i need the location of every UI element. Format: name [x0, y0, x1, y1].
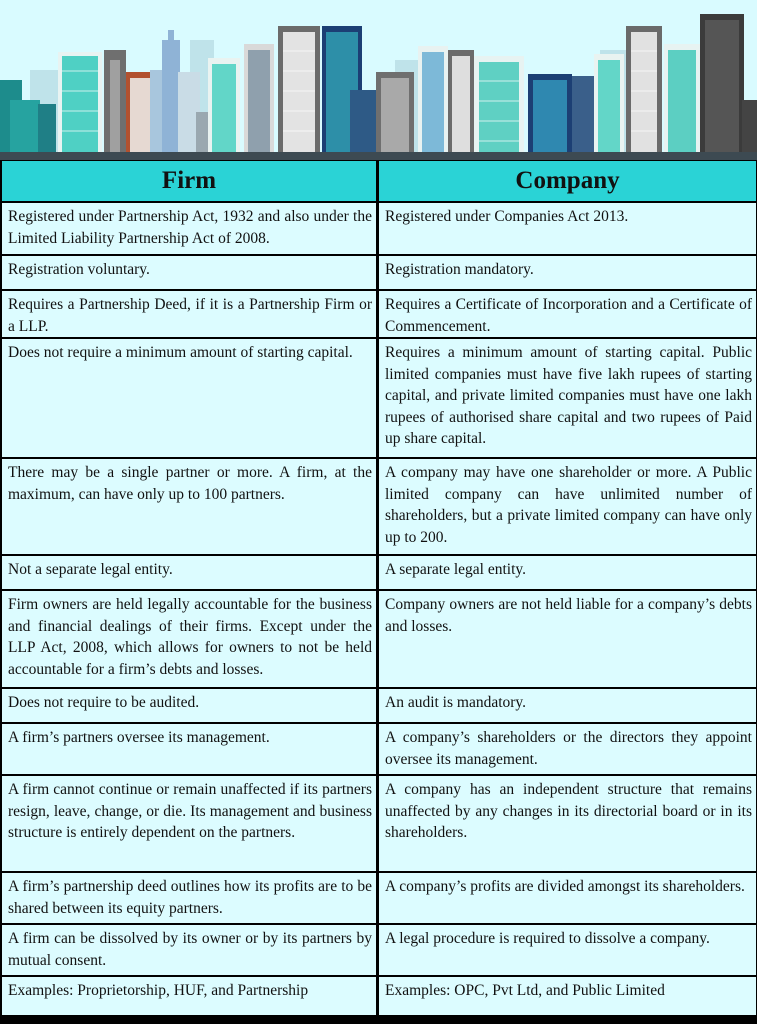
- company-cell: A company has an independent structure that remains unaffected by any changes in its directorial board or in its shareholders.: [377, 775, 757, 872]
- firm-cell: There may be a single partner or more. A firm, at the maximum, can have only up to 100 partners.: [0, 458, 377, 555]
- company-cell: A separate legal entity.: [377, 555, 757, 590]
- skyline-illustration: [0, 0, 757, 160]
- firm-cell: A firm’s partners oversee its management.: [0, 723, 377, 775]
- table-row: [0, 775, 757, 872]
- table-row: [0, 590, 757, 688]
- header-firm: Firm: [0, 160, 377, 202]
- company-cell: A company’s profits are divided amongst its shareholders.: [377, 872, 757, 924]
- table-row: [0, 688, 757, 723]
- firm-cell: A firm cannot continue or remain unaffected if its partners resign, leave, change, or die. Its management and business structure is entirely dependent on the partners.: [0, 775, 377, 872]
- table-header-row: [0, 160, 757, 202]
- company-cell: Examples: OPC, Pvt Ltd, and Public Limited: [377, 976, 757, 1016]
- firm-cell: Not a separate legal entity.: [0, 555, 377, 590]
- comparison-table-container: [0, 160, 757, 1024]
- firm-cell: Examples: Proprietorship, HUF, and Partnership: [0, 976, 377, 1016]
- city-skyline-banner: [0, 0, 757, 160]
- table-row: [0, 976, 757, 1016]
- company-cell: A company’s shareholders or the directors they appoint oversee its management.: [377, 723, 757, 775]
- firm-cell: Registered under Partnership Act, 1932 and also under the Limited Liability Partnership Act of 2008.: [0, 202, 377, 255]
- company-cell: Company owners are not held liable for a company’s debts and losses.: [377, 590, 757, 688]
- firm-cell: Registration voluntary.: [0, 255, 377, 290]
- table-row: [0, 723, 757, 775]
- table-row: [0, 555, 757, 590]
- table-row: [0, 255, 757, 290]
- firm-vs-company-table: [0, 160, 757, 1016]
- company-cell: Registration mandatory.: [377, 255, 757, 290]
- table-row: [0, 872, 757, 924]
- table-row: [0, 924, 757, 976]
- firm-cell: Does not require to be audited.: [0, 688, 377, 723]
- header-company: Company: [377, 160, 757, 202]
- firm-cell: Requires a Partnership Deed, if it is a Partnership Firm or a LLP.: [0, 290, 377, 338]
- firm-cell: Firm owners are held legally accountable for the business and financial dealings of their firms. Except under the LLP Act, 2008, which allows for owners to not be held accountable for a firm’s debts and losses.: [0, 590, 377, 688]
- company-cell: An audit is mandatory.: [377, 688, 757, 723]
- table-row: [0, 338, 757, 458]
- table-row: [0, 290, 757, 338]
- table-row: [0, 458, 757, 555]
- company-cell: A legal procedure is required to dissolve a company.: [377, 924, 757, 976]
- company-cell: Registered under Companies Act 2013.: [377, 202, 757, 255]
- company-cell: A company may have one shareholder or more. A Public limited company can have unlimited number of shareholders, but a private limited company can have only up to 200.: [377, 458, 757, 555]
- firm-cell: A firm’s partnership deed outlines how its profits are to be shared between its equity partners.: [0, 872, 377, 924]
- company-cell: Requires a minimum amount of starting capital. Public limited companies must have five lakh rupees of starting capital, and private limited companies must have one lakh rupees of authorised share capital and two rupees of Paid up share capital.: [377, 338, 757, 458]
- company-cell: Requires a Certificate of Incorporation and a Certificate of Commencement.: [377, 290, 757, 338]
- firm-cell: Does not require a minimum amount of starting capital.: [0, 338, 377, 458]
- firm-cell: A firm can be dissolved by its owner or by its partners by mutual consent.: [0, 924, 377, 976]
- table-row: [0, 202, 757, 255]
